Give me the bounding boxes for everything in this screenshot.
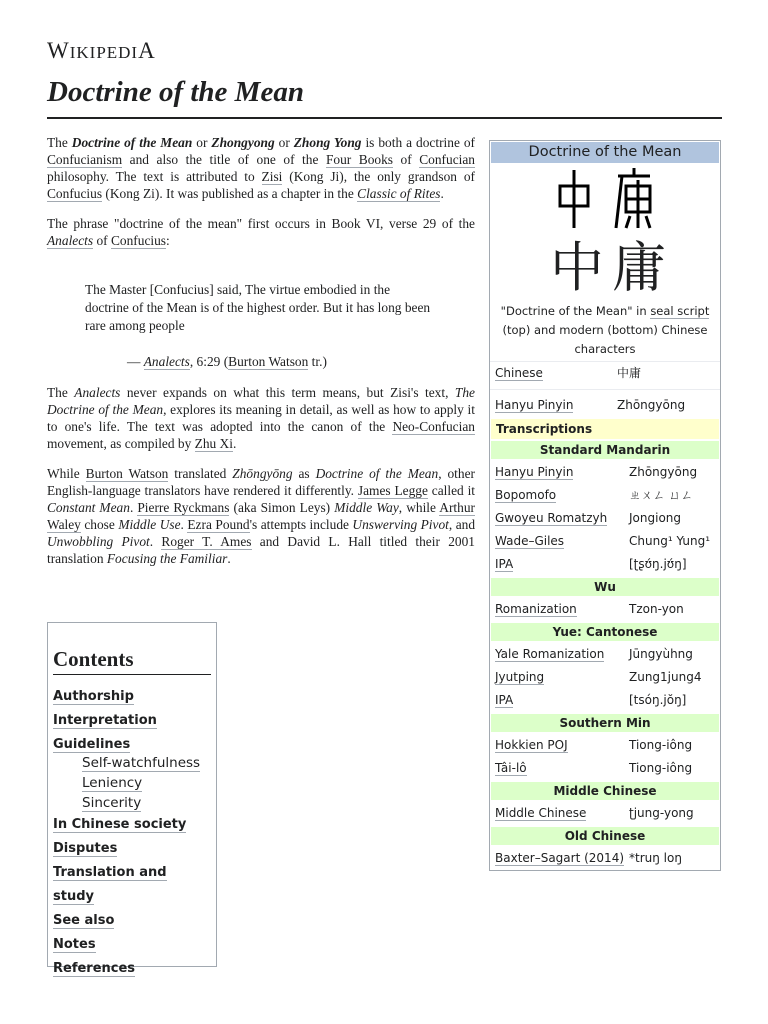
image-caption: "Doctrine of the Mean" in seal script (top) and modern (bottom) Chinese characters bbox=[490, 302, 720, 362]
blockquote: The Master [Confucius] said, The virtue embodied in the doctrine of the Mean is of the highest order. But it has long been rare among people bbox=[85, 282, 431, 333]
toc-subitem[interactable] bbox=[82, 773, 211, 793]
toc-subitem[interactable] bbox=[82, 753, 211, 773]
article-link[interactable]: Analects bbox=[47, 233, 94, 248]
text-run: and also the title of one of the bbox=[122, 152, 326, 167]
chinese-row bbox=[490, 362, 720, 385]
infobox-row-label[interactable]: Bopomofo bbox=[495, 488, 557, 502]
text-run: The Doctrine of the Mean bbox=[47, 385, 475, 417]
article-link[interactable]: Classic of Rites bbox=[357, 186, 441, 201]
transcriptions-header: Transcriptions bbox=[491, 419, 719, 439]
text-run: Middle Use bbox=[118, 517, 181, 532]
toc-subitem-label[interactable]: Sincerity bbox=[82, 795, 142, 811]
infobox-row-value: Jūngyùhng bbox=[629, 647, 693, 661]
text-run: called it bbox=[427, 483, 476, 498]
infobox-row-label[interactable]: Wade–Giles bbox=[495, 534, 565, 548]
text-run: of bbox=[93, 233, 111, 248]
article-link[interactable]: Confucius bbox=[47, 186, 103, 201]
article-link[interactable]: Burton Watson bbox=[85, 466, 169, 481]
infobox-row-value: ʈjung-yong bbox=[629, 806, 694, 820]
toc-list bbox=[53, 685, 211, 981]
infobox-row-value: [ʈʂʊ́ŋ.jʊ́ŋ] bbox=[629, 557, 687, 571]
article-body bbox=[47, 134, 475, 580]
text-run: . bbox=[149, 534, 162, 549]
infobox-row-label[interactable]: Hanyu Pinyin bbox=[495, 465, 574, 479]
infobox-section-header: Standard Mandarin bbox=[491, 441, 719, 459]
toc-item-label[interactable]: Disputes bbox=[53, 841, 118, 856]
toc-item-label[interactable]: Notes bbox=[53, 937, 96, 952]
table-of-contents bbox=[47, 622, 217, 976]
text-run: Zhong Yong bbox=[293, 135, 362, 150]
text-run: and David L. Hall titled their 2001 translation bbox=[47, 534, 475, 566]
hanyu-row bbox=[490, 394, 720, 417]
text-run: . bbox=[232, 436, 237, 451]
intro-paragraph bbox=[47, 134, 475, 202]
infobox-row-label[interactable]: Hokkien POJ bbox=[495, 738, 568, 752]
infobox-row-value: Tzon-yon bbox=[629, 602, 684, 616]
infobox-row bbox=[490, 666, 720, 689]
infobox-row-value: Zung1jung4 bbox=[629, 670, 702, 684]
infobox-row-label[interactable]: Yale Romanization bbox=[495, 647, 605, 661]
text-run: , other English-language translators have rendered it differently. bbox=[47, 466, 475, 498]
seal-script-characters bbox=[490, 164, 720, 234]
article-link[interactable]: Neo-Confucian bbox=[392, 419, 475, 434]
text-run: Analects bbox=[74, 385, 121, 400]
infobox-section-header: Old Chinese bbox=[491, 827, 719, 845]
phrase-paragraph bbox=[47, 215, 475, 249]
infobox-row bbox=[490, 484, 720, 507]
text-run: (Kong Zi). It was published as a chapter in the bbox=[102, 186, 358, 201]
toc-item[interactable] bbox=[53, 685, 211, 709]
toc-subitem-label[interactable]: Self-watchfulness bbox=[82, 755, 201, 771]
text-run: : bbox=[166, 233, 170, 248]
infobox-row-label[interactable]: IPA bbox=[495, 693, 514, 707]
wikipedia-wordmark[interactable]: WIKIPEDIA bbox=[47, 38, 156, 63]
infobox-row bbox=[490, 734, 720, 757]
text-run: or bbox=[192, 135, 212, 150]
infobox-row-value: Tiong-iông bbox=[629, 761, 693, 775]
text-run: is both a doctrine of bbox=[361, 135, 476, 150]
text-run: Doctrine of the Mean bbox=[315, 466, 439, 481]
text-run: . bbox=[440, 186, 444, 201]
text-run: Doctrine of the Mean bbox=[71, 135, 193, 150]
infobox-section-header: Yue: Cantonese bbox=[491, 623, 719, 641]
text-run: While bbox=[47, 466, 86, 481]
text-run: The phrase "doctrine of the mean" first occurs in Book VI, verse 29 of the bbox=[47, 216, 475, 231]
infobox-section-header: Southern Min bbox=[491, 714, 719, 732]
toc-subitem[interactable] bbox=[82, 793, 211, 813]
infobox-row-value: [tsóŋ.jŏŋ] bbox=[629, 693, 687, 707]
toc-item[interactable] bbox=[53, 933, 211, 957]
toc-item-label[interactable]: References bbox=[53, 961, 136, 976]
infobox-row bbox=[490, 802, 720, 825]
infobox-row-value: *truŋ loŋ bbox=[629, 851, 682, 865]
text-run: chose bbox=[80, 517, 119, 532]
toc-item-label[interactable]: Guidelines bbox=[53, 737, 131, 752]
text-run: — bbox=[127, 354, 144, 369]
toc-item[interactable] bbox=[53, 957, 211, 981]
quote-citation bbox=[127, 353, 475, 370]
infobox-row bbox=[490, 757, 720, 780]
infobox-row-label[interactable]: Baxter–Sagart (2014) bbox=[495, 851, 625, 865]
page-title: Doctrine of the Mean bbox=[47, 76, 304, 108]
text-run: movement, as compiled by bbox=[47, 436, 195, 451]
chinese-link[interactable]: Chinese bbox=[495, 366, 543, 380]
infobox-row-label[interactable]: Romanization bbox=[495, 602, 577, 616]
infobox-row-label[interactable]: Jyutping bbox=[495, 670, 545, 684]
text-run: (Kong Ji), the only grandson of bbox=[282, 169, 475, 184]
article-link[interactable]: Arthur Waley bbox=[47, 500, 475, 532]
infobox-row-value: Zhōngyōng bbox=[629, 465, 698, 479]
infobox-row bbox=[490, 847, 720, 870]
infobox-row bbox=[490, 689, 720, 712]
toc-item[interactable] bbox=[53, 837, 211, 861]
article-link[interactable]: Analects bbox=[143, 354, 190, 369]
infobox-image[interactable] bbox=[490, 164, 720, 302]
text-run: tr.) bbox=[308, 354, 327, 369]
text-run: Unswerving Pivot bbox=[352, 517, 449, 532]
toc-sublist bbox=[82, 753, 211, 813]
text-run: never expands on what this term means, but Zisi's text, bbox=[120, 385, 455, 400]
article-link[interactable]: Ezra Pound bbox=[187, 517, 250, 532]
infobox-row-value: ㄓㄨㄥ ㄩㄥ bbox=[629, 488, 693, 502]
toc-item-label[interactable]: Interpretation bbox=[53, 713, 157, 728]
transcription-sections bbox=[490, 441, 720, 870]
chinese-value: 中庸 bbox=[617, 366, 642, 380]
text-run: philosophy. The text is attributed to bbox=[47, 169, 262, 184]
text-run: Middle Way bbox=[334, 500, 399, 515]
infobox-row bbox=[490, 553, 720, 576]
infobox-row-label[interactable]: Tâi-lô bbox=[495, 761, 527, 775]
text-run: as bbox=[292, 466, 316, 481]
toc-item-label[interactable]: In Chinese society bbox=[53, 817, 187, 832]
infobox-row-label[interactable]: Middle Chinese bbox=[495, 806, 587, 820]
hanyu-pinyin-link[interactable]: Hanyu Pinyin bbox=[495, 398, 574, 412]
text-run: Constant Mean bbox=[47, 500, 130, 515]
text-run: , explores its meaning in detail, as well as how to apply it to one's life. The text was adopted into the canon of the bbox=[47, 402, 475, 434]
infobox-section-header: Middle Chinese bbox=[491, 782, 719, 800]
text-run: . bbox=[129, 500, 138, 515]
article-link[interactable]: Confucian bbox=[419, 152, 475, 167]
text-run: . bbox=[227, 551, 231, 566]
toc-item[interactable] bbox=[53, 813, 211, 837]
toc-item-label[interactable]: See also bbox=[53, 913, 115, 928]
translation-paragraph bbox=[47, 465, 475, 567]
text-run: , 6:29 ( bbox=[189, 354, 229, 369]
infobox-row bbox=[490, 598, 720, 621]
row-divider bbox=[490, 389, 720, 390]
toc-heading: Contents bbox=[53, 647, 211, 675]
toc-item[interactable] bbox=[53, 709, 211, 733]
text-run: . bbox=[180, 517, 188, 532]
text-run: , and bbox=[448, 517, 476, 532]
text-run: 's attempts include bbox=[249, 517, 353, 532]
toc-item-label[interactable]: Authorship bbox=[53, 689, 134, 704]
toc-item-label[interactable]: Translation and study bbox=[53, 865, 167, 904]
article-link[interactable]: Confucianism bbox=[47, 152, 123, 167]
modern-characters: 中庸 bbox=[550, 236, 674, 299]
infobox-row-value: Jongiong bbox=[629, 511, 682, 525]
seal-script-link[interactable]: seal script bbox=[650, 304, 710, 318]
text-run: (aka Simon Leys) bbox=[229, 500, 335, 515]
toc-item[interactable] bbox=[53, 909, 211, 933]
article-link[interactable]: Zhu Xi bbox=[194, 436, 233, 451]
infobox-row-label[interactable]: Gwoyeu Romatzyh bbox=[495, 511, 608, 525]
infobox-title: Doctrine of the Mean bbox=[491, 142, 719, 163]
article-link[interactable]: Roger T. Ames bbox=[161, 534, 252, 549]
text-run: Focusing the Familiar bbox=[106, 551, 228, 566]
article-link[interactable]: Confucius bbox=[110, 233, 167, 248]
infobox-row bbox=[490, 643, 720, 666]
article-link[interactable]: Pierre Ryckmans bbox=[137, 500, 230, 515]
analects-paragraph bbox=[47, 384, 475, 452]
text-run: or bbox=[274, 135, 294, 150]
article-link[interactable]: James Legge bbox=[357, 483, 428, 498]
infobox-row bbox=[490, 461, 720, 484]
text-run: Zhōngyōng bbox=[232, 466, 293, 481]
title-divider bbox=[47, 117, 722, 119]
article-link[interactable]: Zisi bbox=[261, 169, 283, 184]
infobox-row-label[interactable]: IPA bbox=[495, 557, 514, 571]
infobox-row-value: Chung¹ Yung¹ bbox=[629, 534, 711, 548]
text-run: of bbox=[393, 152, 420, 167]
text-run: , while bbox=[398, 500, 440, 515]
text-run: Unwobbling Pivot bbox=[47, 534, 150, 549]
infobox-row bbox=[490, 507, 720, 530]
toc-subitem-label[interactable]: Leniency bbox=[82, 775, 143, 791]
text-run: translated bbox=[168, 466, 233, 481]
article-link[interactable]: Four Books bbox=[325, 152, 394, 167]
hanyu-value: Zhōngyōng bbox=[617, 398, 686, 412]
infobox-row bbox=[490, 530, 720, 553]
infobox-row-value: Tiong-iông bbox=[629, 738, 693, 752]
text-run: The bbox=[47, 385, 75, 400]
article-link[interactable]: Burton Watson bbox=[228, 354, 309, 369]
infobox-section-header: Wu bbox=[491, 578, 719, 596]
text-run: The bbox=[47, 135, 72, 150]
infobox bbox=[489, 140, 721, 871]
toc-item[interactable] bbox=[53, 861, 211, 909]
text-run: Zhongyong bbox=[211, 135, 275, 150]
